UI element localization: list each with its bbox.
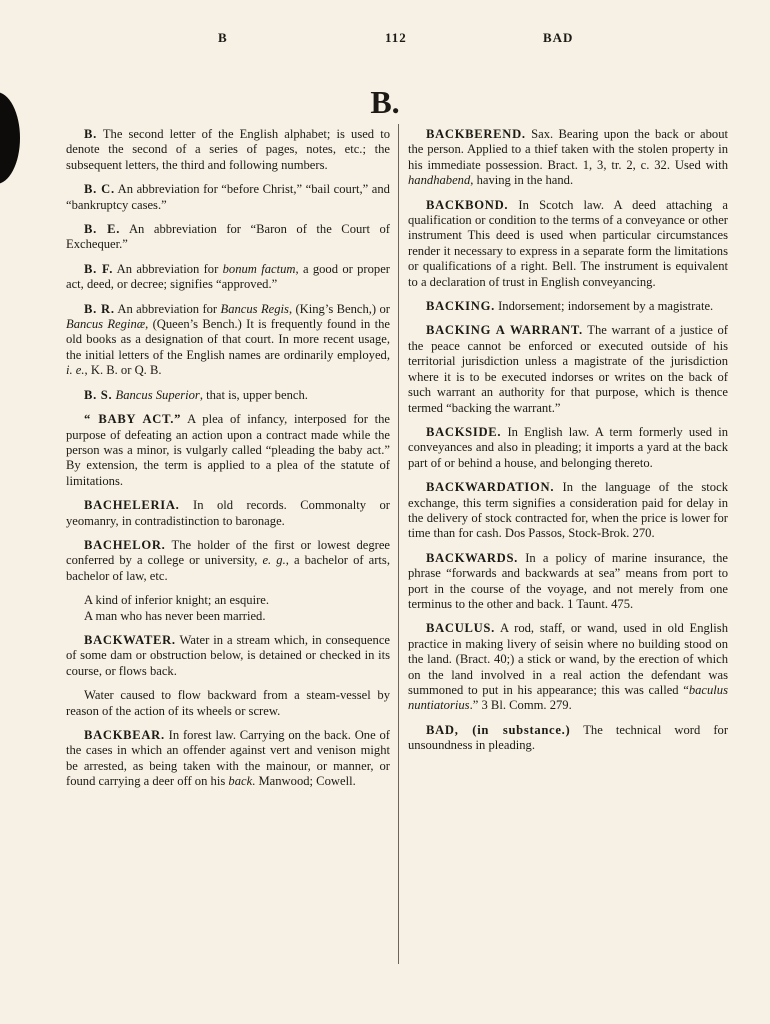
- entry-definition: .” 3 Bl. Comm. 279.: [469, 698, 572, 713]
- dictionary-entry: [408, 425, 728, 471]
- entry-definition: In Scotch law. A deed attaching a qualification or condition to the terms of a conveyance or other instrument This deed is used when particular circumstances render it necessary to express in a separate form the limitations or qualifications of a right. Bell. The instrument is equivalent to a declaration of trust in English conveyancing.: [408, 197, 728, 289]
- dictionary-entry: [66, 633, 390, 679]
- entry-definition: An abbreviation for: [116, 261, 223, 276]
- entry-definition: , (King’s Bench,) or: [288, 301, 390, 316]
- entry-headword: BACKBEREND.: [426, 127, 526, 141]
- dictionary-entry: [66, 538, 390, 584]
- entry-definition: The holder of the first or lowest degree conferred by a college or university,: [66, 537, 391, 568]
- section-letter: B.: [370, 84, 400, 120]
- entry-headword: B. E.: [84, 222, 121, 237]
- entry-definition-italic: bonum factum: [222, 261, 296, 276]
- dictionary-entry: [66, 182, 390, 213]
- entry-definition: The second letter of the English alphabet; is used to denote the second of a series of pages, notes, etc.; the subsequent letters, the third and following numbers.: [66, 127, 391, 172]
- dictionary-entry: [408, 723, 728, 754]
- entry-headword: BACHELERIA.: [84, 498, 180, 513]
- running-head-letter: B: [218, 30, 228, 45]
- entry-headword: BACKING.: [426, 299, 495, 314]
- page-number: 112: [385, 30, 407, 45]
- dictionary-entry: [408, 127, 728, 189]
- entry-definition: , a good or proper act, deed, or decree; signifies “approved.”: [66, 261, 390, 292]
- dictionary-entry: [66, 728, 390, 790]
- entry-definition: An abbreviation for: [117, 301, 221, 316]
- dictionary-entry: [66, 412, 390, 489]
- dictionary-entry: [66, 262, 390, 293]
- entry-definition: Sax. Bearing upon the back or about the person. Applied to a thief taken with the stolen property in his immediate possession. Bract. 1, 3, tr. 2, c. 32. Used with: [408, 127, 728, 172]
- entry-headword: BACHELOR.: [84, 537, 166, 552]
- entry-headword: BACKBOND.: [426, 197, 509, 212]
- entry-definition-italic: Bancus Superior: [115, 387, 200, 402]
- entry-definition: Water in a stream which, in consequence of some dam or obstruction below, is detained or checked in its course, or flows back.: [66, 632, 391, 678]
- entry-headword: BACKING A WARRANT.: [426, 323, 583, 338]
- dictionary-entry: [66, 302, 390, 379]
- entry-definition: In old records. Commonalty or yeomanry, in contradistinction to baronage.: [66, 498, 390, 528]
- entry-headword: B. R.: [84, 301, 115, 316]
- entry-headword: “ BABY ACT.”: [84, 412, 182, 427]
- entry-headword: BACKBEAR.: [84, 728, 165, 742]
- entry-definition-italic: e. g.: [262, 553, 286, 568]
- entry-definition: , a bachelor of arts, bachelor of law, etc.: [66, 553, 390, 583]
- entry-definition: In English law. A term formerly used in conveyances and also in pleading; it imports a yard at the back part of or behind a house, and belonging thereto.: [408, 424, 729, 470]
- dictionary-entry: [408, 299, 728, 314]
- entry-headword: B. C.: [84, 182, 115, 197]
- entry-sub-definition: Water caused to flow backward from a steam-vessel by reason of the action of its wheels or screw.: [66, 688, 390, 718]
- dictionary-entry: [66, 127, 390, 173]
- entry-definition: A rod, staff, or wand, used in old English practice in making livery of seisin where no building stood on the land. (Bract. 40;) a stick or wand, by the erection of which on the land involved in a real action the defendant was summoned to put in his appearance; this was called “: [408, 621, 728, 697]
- entry-definition: The technical word for unsoundness in pleading.: [408, 722, 729, 753]
- entry-headword: BACKWATER.: [84, 632, 176, 647]
- entry-definition-italic: handhabend: [408, 173, 471, 188]
- entry-definition-italic: Bancus Reginæ: [66, 317, 146, 332]
- entry-definition: A plea of infancy, interposed for the purpose of defeating an action upon a contract made while the person was a minor, is vulgarly called “pleading the baby act.” By extension, the term is applied to a plea of the statute of limitations.: [66, 412, 390, 488]
- entry-definition: , (Queen’s Bench.) It is frequently found in the old books as a designation of that court. In more recent usage, the initial letters of the English names are ordinarily employed,: [66, 317, 390, 362]
- dictionary-entry: [408, 323, 728, 415]
- entry-spacer: [66, 624, 390, 633]
- entry-headword: B. F.: [84, 261, 114, 276]
- entry-definition-italic: i. e.: [66, 363, 85, 378]
- dictionary-entry: [408, 551, 728, 613]
- entry-definition: , having in the hand.: [470, 173, 574, 188]
- entry-definition-italic: Bancus Regis: [220, 301, 289, 316]
- entry-definition: The warrant of a justice of the peace cannot be enforced or executed outside of his territorial jurisdiction unless a magistrate of the jurisdiction where it is to be executed indorses or writes on the back of such warrant an authority for that purpose, which is thence termed “backing the warrant.”: [408, 323, 728, 415]
- entry-definition: , K. B. or Q. B.: [84, 363, 162, 378]
- entry-definition: An abbreviation for “before Christ,” “bail court,” and “bankruptcy cases.”: [66, 182, 390, 212]
- dictionary-entry: [66, 498, 390, 529]
- entry-headword: BACULUS.: [426, 621, 495, 636]
- entry-definition: In a policy of marine insurance, the phrase “forwards and backwards at sea” means from port to port in the course of the voyage, and not merely from one terminus to the other and back. 1 Taunt. 475.: [408, 550, 728, 611]
- left-column: [66, 127, 390, 799]
- entry-definition-italic: baculus nuntiatorius: [408, 683, 728, 713]
- entry-definition: , that is, upper bench.: [199, 387, 308, 402]
- entry-definition-italic: back: [228, 774, 253, 789]
- running-head-guide-word: BAD: [543, 30, 574, 45]
- entry-spacer: [66, 719, 390, 728]
- entry-definition: . Manwood; Cowell.: [252, 774, 356, 789]
- dictionary-entry: [408, 480, 728, 542]
- running-head: [0, 30, 770, 50]
- right-column: [408, 127, 728, 763]
- entry-sub-definition: A man who has never been married.: [84, 608, 266, 623]
- dictionary-entry: [66, 388, 390, 403]
- dictionary-entry: [408, 198, 728, 290]
- entry-definition: An abbreviation for “Baron of the Court of Exchequer.”: [66, 222, 390, 252]
- dictionary-entry: [408, 621, 728, 713]
- entry-headword: BACKSIDE.: [426, 424, 502, 439]
- entry-definition: Indorsement; indorsement by a magistrate.: [498, 299, 714, 314]
- entry-headword: BAD, (in substance.): [426, 722, 571, 737]
- dictionary-entry: [66, 222, 390, 253]
- entry-definition: In the language of the stock exchange, this term signifies a consideration paid for delay in the delivery of stock contracted for, when the price is lower for time than for cash. Dos Passos, Stock-Brok. 270.: [408, 480, 728, 541]
- entry-headword: BACKWARDS.: [426, 550, 519, 565]
- entry-headword: BACKWARDATION.: [426, 480, 555, 495]
- entry-headword: B.: [84, 127, 97, 141]
- entry-definition: In forest law. Carrying on the back. One of the cases in which an offender against vert and venison might be arrested, as being taken with the mainour, or manner, or found carrying a deer off on his: [66, 728, 390, 789]
- entry-sub-definition: A kind of inferior knight; an esquire.: [84, 593, 270, 608]
- entry-headword: B. S.: [84, 387, 113, 402]
- column-divider: [398, 124, 399, 964]
